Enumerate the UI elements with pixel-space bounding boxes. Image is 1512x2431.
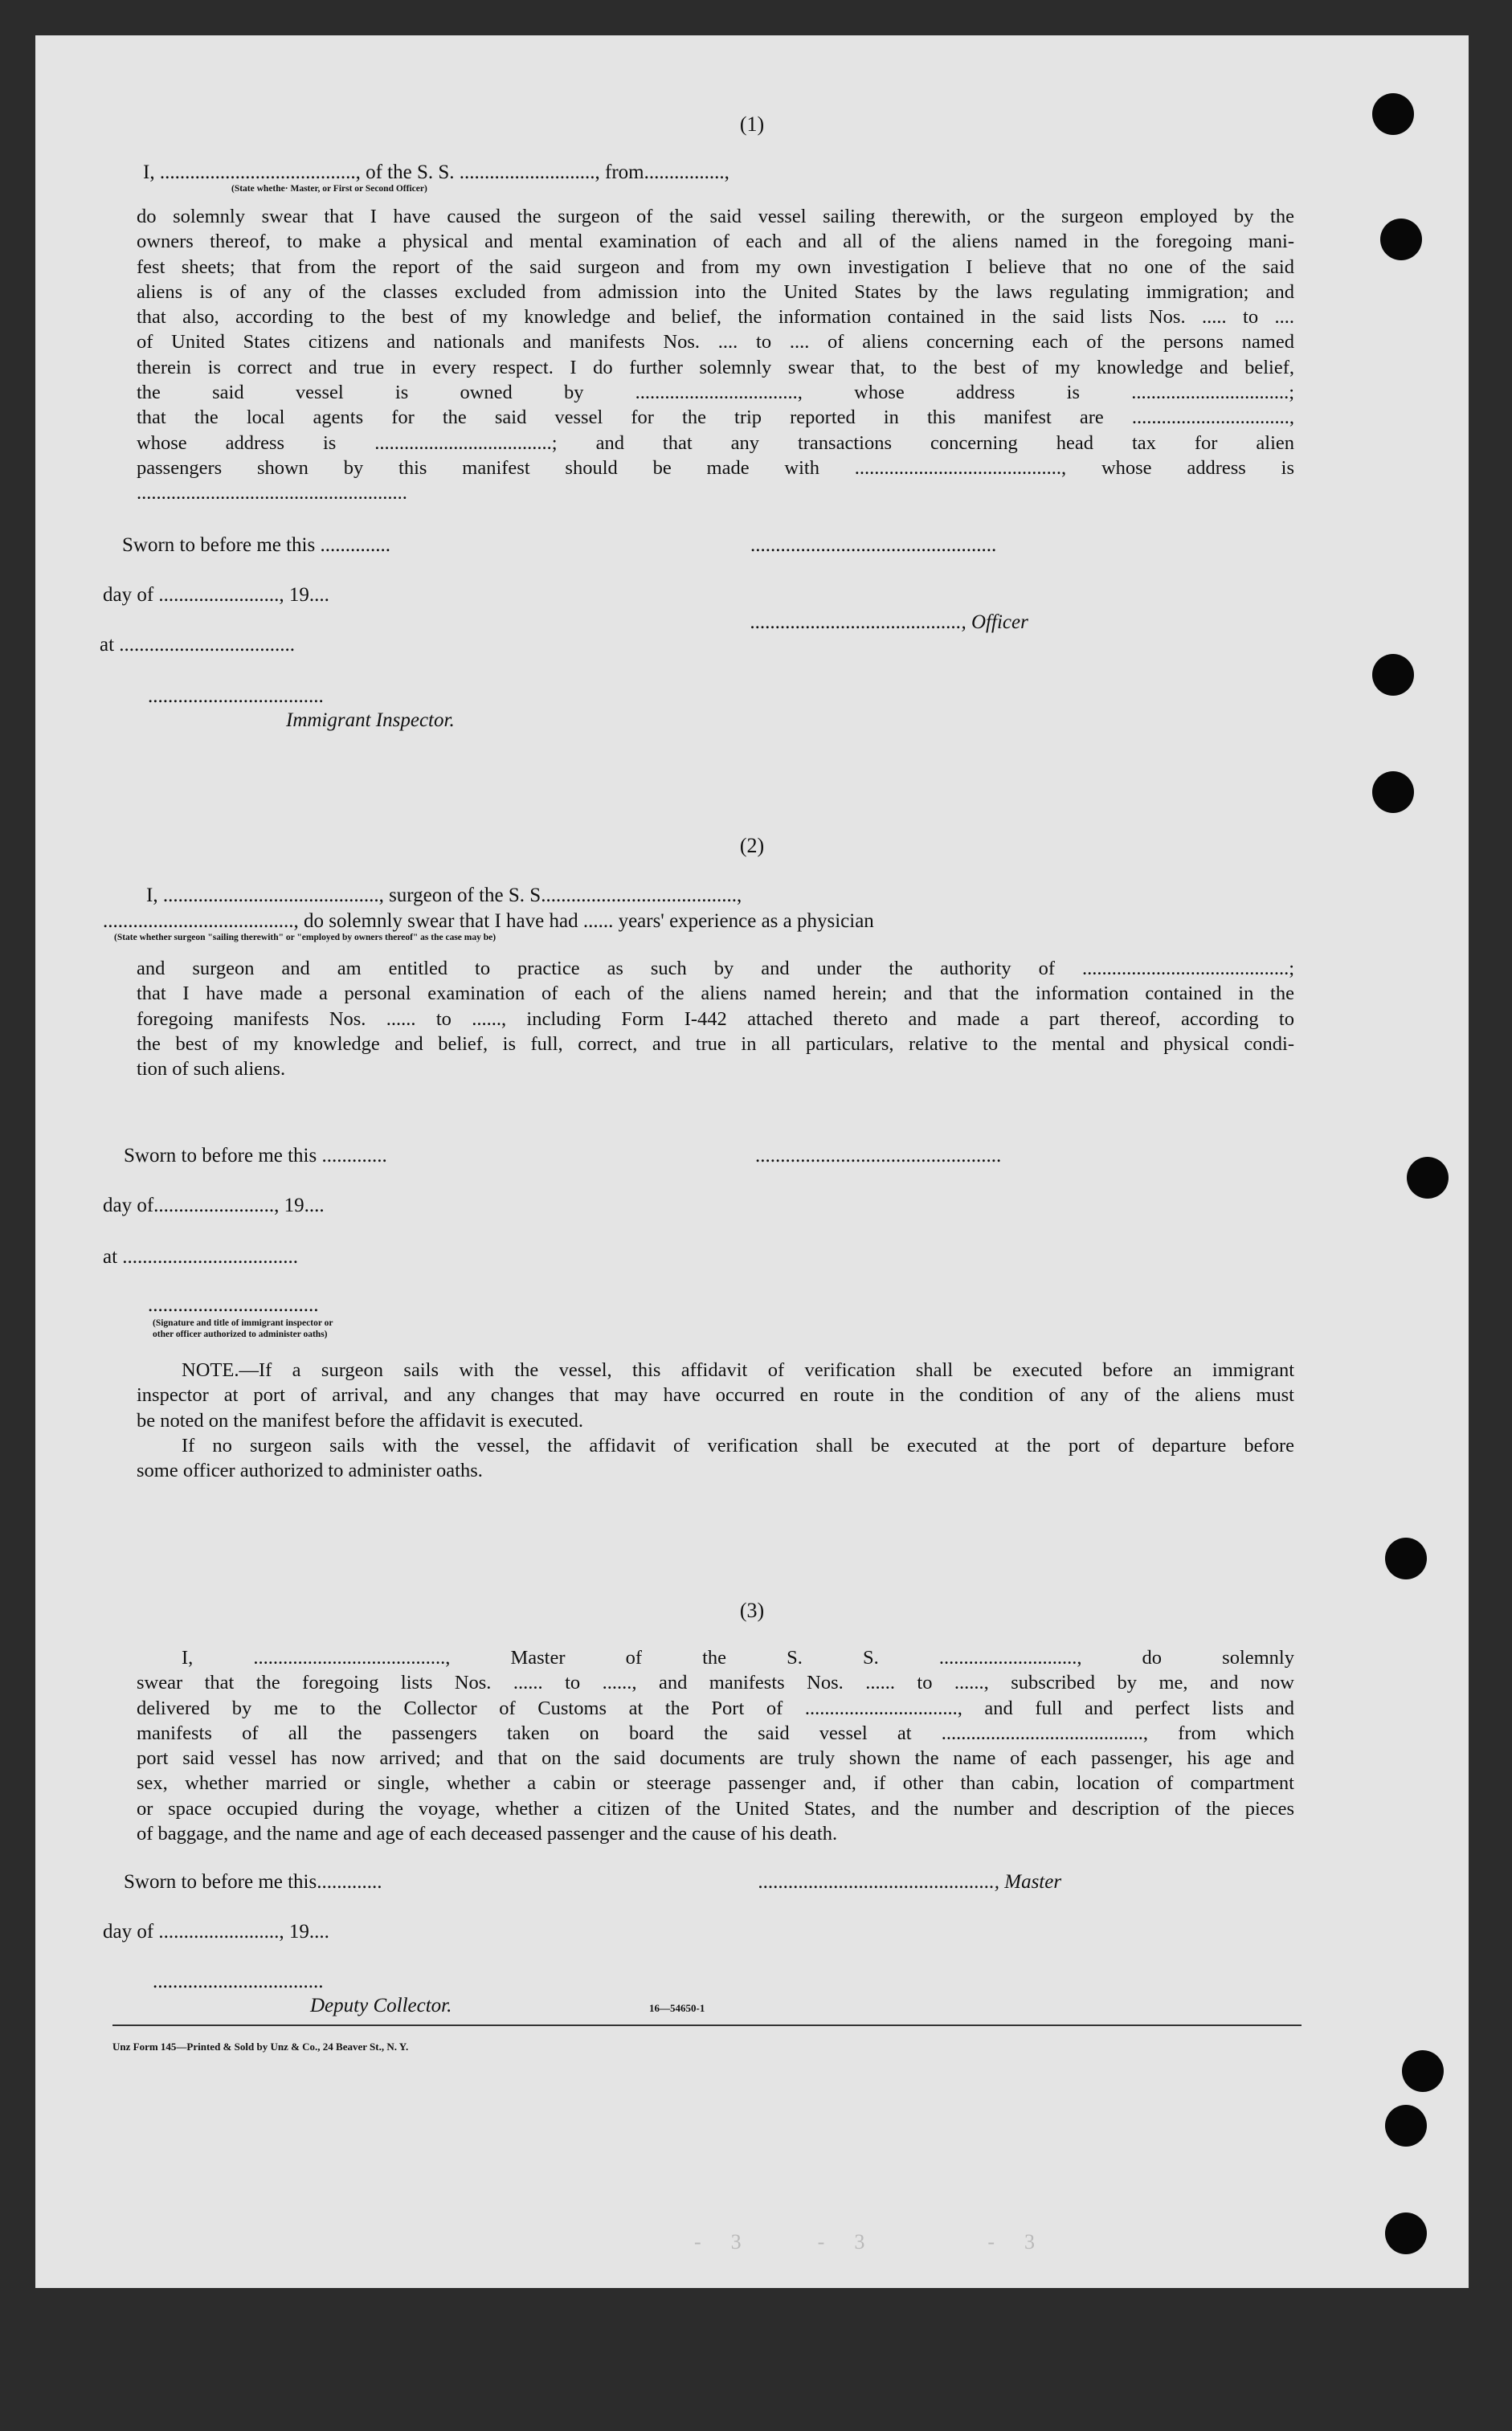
section-1-body-line: do solemnly swear that I have caused the surgeon of the said vessel sailing therewith, or the surgeon employed by the [137, 206, 1294, 227]
section-1-body-line: that the local agents for the said vessel for the trip reported in this manifest are ................................, [137, 407, 1294, 429]
section-2-line-1: I, ..........................................., surgeon of the S. S......................................., [146, 885, 742, 906]
section-2-note-line: be noted on the manifest before the affidavit is executed. [137, 1409, 584, 1432]
section-2-note-line: NOTE.—If a surgeon sails with the vessel, this affidavit of verification shall be executed before an immigrant [182, 1359, 1294, 1381]
section-3-body-line: I, ......................................., Master of the S. S. ............................, do solemnly [182, 1647, 1294, 1669]
binder-hole [1402, 2050, 1444, 2092]
section-2-inspector-line: .................................. [148, 1294, 319, 1316]
section-2-inspector-note: other officer authorized to administer oaths) [153, 1330, 328, 1339]
section-3-body-line: of baggage, and the name and age of each deceased passenger and the cause of his death. [137, 1823, 838, 1845]
section-2-day-of: day of........................, 19.... [103, 1195, 325, 1216]
section-2-inspector-note: (Signature and title of immigrant inspector or [153, 1318, 333, 1328]
section-3-master: ..............................................., Master [758, 1871, 1062, 1893]
section-1-line-1: I, ......................................., of the S. S. ..........................., from................, [143, 161, 729, 183]
binder-hole [1380, 219, 1422, 260]
section-1-signature-line: ................................................. [750, 534, 997, 556]
section-1-sworn: Sworn to before me this .............. [122, 534, 390, 556]
section-2-note [137, 1358, 1294, 1483]
section-2-note-line: some officer authorized to administer oaths. [137, 1460, 483, 1482]
section-2-number: (2) [739, 834, 765, 857]
section-1-inspector-line: ................................... [148, 685, 324, 707]
section-1-officer: .........................................., Officer [750, 611, 1028, 633]
section-3-body-line: port said vessel has now arrived; and that on the said documents are truly shown the name of each passenger, his age and [137, 1747, 1294, 1770]
section-3-collector-label: Deputy Collector. [310, 1995, 452, 2016]
section-1-at: at ................................... [100, 634, 296, 656]
section-1-body-line: ....................................................... [137, 482, 407, 505]
section-2-body-line: tion of such aliens. [137, 1058, 286, 1081]
section-3-body-line: sex, whether married or single, whether a cabin or steerage passenger and, if other than cabin, location of compartment [137, 1772, 1294, 1795]
binder-hole [1385, 1538, 1427, 1579]
section-2-note-line: inspector at port of arrival, and any changes that may have occurred en route in the condition of any of the aliens must [137, 1384, 1294, 1407]
section-3-body-line: or space occupied during the voyage, whether a citizen of the United States, and the number and description of the pieces [137, 1797, 1294, 1820]
printer-footer: Unz Form 145—Printed & Sold by Unz & Co., 24 Beaver St., N. Y. [112, 2041, 409, 2053]
document-page [35, 35, 1469, 2288]
section-3-body [137, 1645, 1294, 1846]
binder-hole [1385, 2105, 1427, 2147]
bleed-through-text: - 3 - 3 - 3 [694, 2230, 1041, 2253]
section-1-number: (1) [739, 112, 765, 136]
binder-hole [1407, 1157, 1449, 1199]
footer-rule [112, 2024, 1302, 2026]
section-1-inspector-label: Immigrant Inspector. [286, 709, 455, 731]
binder-hole [1372, 771, 1414, 813]
form-number: 16—54650-1 [649, 2002, 705, 2014]
section-3-sworn: Sworn to before me this............. [124, 1871, 382, 1893]
section-1-body-line: the said vessel is owned by ................................., whose address is ................................; [137, 382, 1294, 404]
section-3-collector-line: .................................. [153, 1971, 324, 1992]
section-1-body-line: of United States citizens and nationals and manifests Nos. .... to .... of aliens concerning each of the persons named [137, 331, 1294, 353]
section-1-body-line: passengers shown by this manifest should be made with .........................................., whose address is [137, 456, 1294, 479]
section-2-body-line: the best of my knowledge and belief, is full, correct, and true in all particulars, relative to the mental and physical condi- [137, 1032, 1294, 1055]
section-3-number: (3) [739, 1599, 765, 1622]
section-2-body-line: foregoing manifests Nos. ...... to ......, including Form I-442 attached thereto and made a part thereof, according to [137, 1007, 1294, 1030]
section-2-body [137, 956, 1294, 1081]
section-1-body-line: aliens is of any of the classes excluded from admission into the United States by the laws regulating immigration; and [137, 280, 1294, 303]
section-3-body-line: manifests of all the passengers taken on board the said vessel at ........................................., from which [137, 1722, 1294, 1744]
binder-hole [1372, 654, 1414, 696]
section-2-line-2: ......................................, do solemnly swear that I have had ...... years' experience as a physician [103, 910, 874, 932]
section-3-body-line: delivered by me to the Collector of Customs at the Port of ..............................., and full and perfect lists and [137, 1697, 1294, 1719]
section-2-surgeon-note: (State whether surgeon "sailing therewith" or "employed by owners thereof" as the case may be) [114, 933, 497, 942]
section-2-signature-line: ................................................. [755, 1145, 1002, 1166]
section-2-note-line: If no surgeon sails with the vessel, the affidavit of verification shall be executed at the port of departure before [182, 1434, 1294, 1457]
section-2-body-line: that I have made a personal examination of each of the aliens named herein; and that the information contained in the [137, 983, 1294, 1005]
section-2-at: at ................................... [103, 1246, 299, 1268]
section-1-day-of: day of ........................, 19.... [103, 584, 329, 606]
section-1-body [137, 204, 1294, 506]
section-3-day-of: day of ........................, 19.... [103, 1921, 329, 1943]
binder-hole [1385, 2212, 1427, 2254]
section-2-body-line: and surgeon and am entitled to practice as such by and under the authority of ..........................................; [137, 958, 1294, 979]
section-1-body-line: therein is correct and true in every respect. I do further solemnly swear that, to the best of my knowledge and belief, [137, 356, 1294, 378]
section-1-body-line: owners thereof, to make a physical and mental examination of each and all of the aliens named in the foregoing mani- [137, 231, 1294, 253]
section-1-officer-note: (State whethe· Master, or First or Second Officer) [231, 184, 427, 194]
section-3-body-line: swear that the foregoing lists Nos. ...... to ......, and manifests Nos. ...... to ......, subscribed by me, and now [137, 1672, 1294, 1694]
section-1-body-line: that also, according to the best of my knowledge and belief, the information contained in the said lists Nos. ..... to .... [137, 306, 1294, 329]
section-1-body-line: fest sheets; that from the report of the said surgeon and from my own investigation I believe that no one of the said [137, 255, 1294, 278]
section-1-body-line: whose address is ....................................; and that any transactions concerning head tax for alien [137, 431, 1294, 454]
section-2-sworn: Sworn to before me this ............. [124, 1145, 387, 1166]
